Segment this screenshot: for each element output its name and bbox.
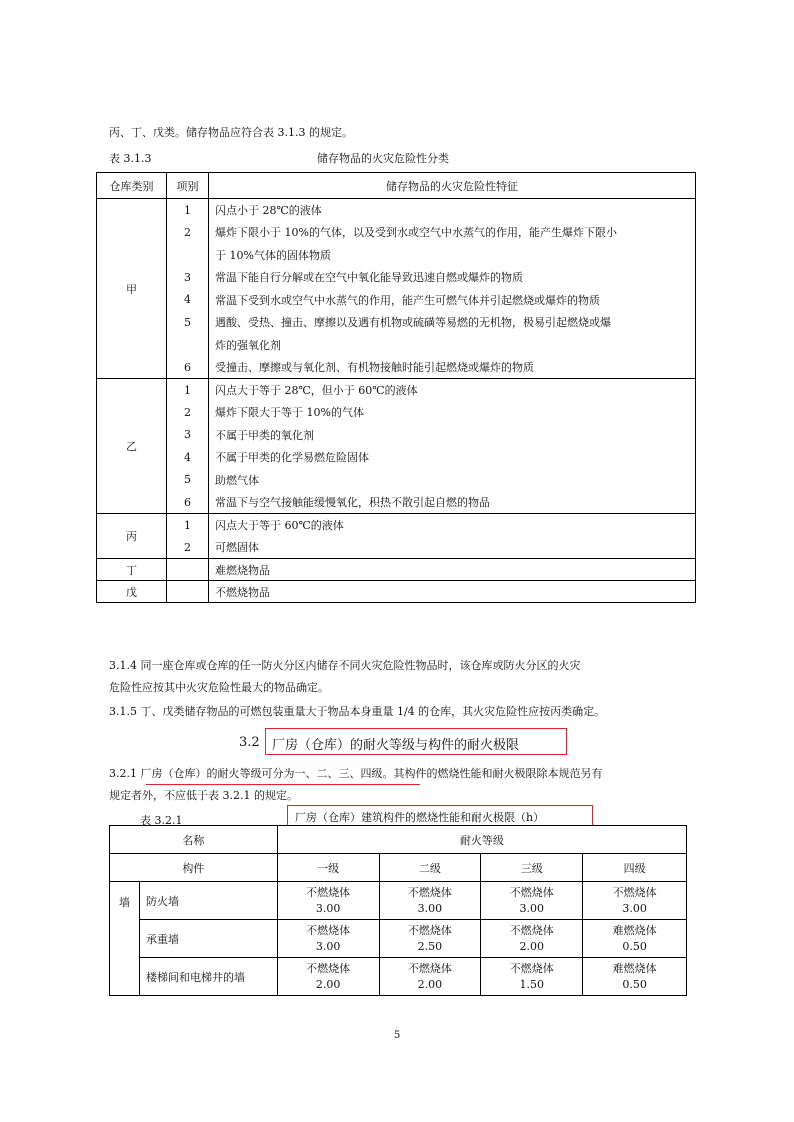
combustibility-text: 不燃烧体 bbox=[509, 961, 554, 975]
table-row bbox=[97, 221, 696, 244]
rating-cell bbox=[277, 920, 379, 958]
fire-resistance-hours: 2.00 bbox=[417, 977, 443, 991]
feature-cell: 炸的强氧化剂 bbox=[209, 334, 696, 357]
combustibility-text: 难燃烧体 bbox=[612, 961, 657, 975]
combustibility-text: 不燃烧体 bbox=[306, 961, 351, 975]
grade-2: 二级 bbox=[379, 854, 481, 882]
rating-cell bbox=[379, 882, 481, 920]
header-fire-grade: 耐火等级 bbox=[277, 826, 686, 854]
intro-line: 丙、丁、戊类。储存物品应符合表 3.1.3 的规定。 bbox=[109, 126, 353, 139]
table-row bbox=[97, 446, 696, 469]
item-cell bbox=[167, 244, 209, 267]
header-category: 仓库类别 bbox=[97, 173, 167, 199]
table-row bbox=[97, 514, 696, 537]
rating-cell bbox=[277, 958, 379, 996]
combustibility-text: 不燃烧体 bbox=[306, 923, 351, 937]
item-cell: 6 bbox=[167, 491, 209, 514]
category-cell: 戊 bbox=[97, 581, 167, 603]
feature-cell: 常温下能自行分解或在空气中氧化能导致迅速自燃或爆炸的物质 bbox=[209, 266, 696, 289]
table-row bbox=[97, 581, 696, 603]
component-name-cell: 防火墙 bbox=[139, 882, 277, 920]
rating-cell bbox=[481, 958, 583, 996]
fire-resistance-hours: 3.00 bbox=[519, 901, 544, 915]
table-row bbox=[110, 920, 687, 958]
category-cell: 甲 bbox=[97, 199, 167, 379]
item-cell: 2 bbox=[167, 536, 209, 559]
header-name: 名称 bbox=[110, 826, 278, 854]
rating-cell bbox=[481, 920, 583, 958]
fire-resistance-hours: 1.50 bbox=[519, 977, 544, 991]
section-number: 3.2 bbox=[239, 735, 260, 750]
grade-4: 四级 bbox=[583, 854, 687, 882]
item-cell: 1 bbox=[167, 199, 209, 222]
feature-cell: 闪点大于等于 60℃的液体 bbox=[209, 514, 696, 537]
fire-resistance-hours: 0.50 bbox=[622, 939, 647, 953]
combustibility-text: 不燃烧体 bbox=[407, 885, 452, 899]
rating-cell bbox=[379, 920, 481, 958]
table-row bbox=[97, 491, 696, 514]
combustibility-text: 不燃烧体 bbox=[509, 923, 554, 937]
fire-resistance-hours: 0.50 bbox=[622, 977, 647, 991]
table-row bbox=[97, 244, 696, 267]
category-cell: 丁 bbox=[97, 559, 167, 581]
item-cell: 4 bbox=[167, 289, 209, 312]
para-3-1-4-line2: 危险性应按其中火灾危险性最大的物品确定。 bbox=[109, 681, 329, 694]
table-row bbox=[97, 379, 696, 402]
table-row bbox=[97, 266, 696, 289]
para-3-2-1-highlight: 厂房（仓库）的耐火等级可分为一、二、三、四级。 bbox=[140, 767, 394, 780]
item-cell bbox=[167, 334, 209, 357]
item-cell: 4 bbox=[167, 446, 209, 469]
table-3-2-1-label: 表 3.2.1 bbox=[140, 814, 183, 827]
category-cell: 丙 bbox=[97, 514, 167, 559]
feature-cell: 闪点大于等于 28℃，但小于 60℃的液体 bbox=[209, 379, 696, 402]
combustibility-text: 难燃烧体 bbox=[612, 923, 657, 937]
rating-cell bbox=[277, 882, 379, 920]
table-3-2-1 bbox=[109, 825, 687, 996]
feature-cell: 闪点小于 28℃的液体 bbox=[209, 199, 696, 222]
feature-cell: 不燃烧物品 bbox=[209, 581, 696, 603]
feature-cell: 不属于甲类的氧化剂 bbox=[209, 424, 696, 447]
feature-cell: 遇酸、受热、撞击、摩擦以及遇有机物或硫磺等易燃的无机物，极易引起燃烧或爆 bbox=[209, 311, 696, 334]
fire-resistance-hours: 2.00 bbox=[315, 977, 341, 991]
para-3-2-1-number: 3.2.1 bbox=[109, 767, 137, 780]
fire-resistance-hours: 2.50 bbox=[417, 939, 443, 953]
rating-cell bbox=[583, 920, 687, 958]
table-row bbox=[97, 559, 696, 581]
feature-cell: 爆炸下限大于等于 10%的气体 bbox=[209, 401, 696, 424]
rating-cell bbox=[481, 882, 583, 920]
table-row bbox=[97, 469, 696, 492]
item-cell bbox=[167, 581, 209, 603]
header-item: 项别 bbox=[167, 173, 209, 199]
table-3-1-3 bbox=[96, 172, 696, 603]
table-row bbox=[97, 199, 696, 222]
fire-resistance-hours: 3.00 bbox=[315, 939, 341, 953]
fire-resistance-hours: 3.00 bbox=[315, 901, 341, 915]
item-cell: 2 bbox=[167, 221, 209, 244]
table-3-2-1-title: 厂房（仓库）建筑构件的燃烧性能和耐火极限（h） bbox=[295, 811, 545, 824]
combustibility-text: 不燃烧体 bbox=[407, 961, 452, 975]
item-cell: 5 bbox=[167, 469, 209, 492]
item-cell: 5 bbox=[167, 311, 209, 334]
rating-cell bbox=[379, 958, 481, 996]
para-3-1-4-line1: 3.1.4 同一座仓库或仓库的任一防火分区内储存不同火灾危险性物品时，该仓库或防火分区的火灾 bbox=[109, 659, 581, 672]
item-cell: 1 bbox=[167, 379, 209, 402]
item-cell bbox=[167, 559, 209, 581]
table-row bbox=[97, 334, 696, 357]
item-cell: 6 bbox=[167, 356, 209, 379]
feature-cell: 难燃烧物品 bbox=[209, 559, 696, 581]
header-feature: 储存物品的火灾危险性特征 bbox=[209, 173, 696, 199]
item-cell: 3 bbox=[167, 424, 209, 447]
item-cell: 3 bbox=[167, 266, 209, 289]
grade-1: 一级 bbox=[277, 854, 379, 882]
feature-cell: 受撞击、摩擦或与氧化剂、有机物接触时能引起燃烧或爆炸的物质 bbox=[209, 356, 696, 379]
combustibility-text: 不燃烧体 bbox=[509, 885, 554, 899]
feature-cell: 常温下受到水或空气中水蒸气的作用，能产生可燃气体并引起燃烧或爆炸的物质 bbox=[209, 289, 696, 312]
feature-cell: 可燃固体 bbox=[209, 536, 696, 559]
combustibility-text: 不燃烧体 bbox=[612, 885, 657, 899]
component-name-cell: 楼梯间和电梯井的墙 bbox=[139, 958, 277, 996]
table-row bbox=[110, 882, 687, 920]
category-cell: 乙 bbox=[97, 379, 167, 514]
combustibility-text: 不燃烧体 bbox=[407, 923, 452, 937]
table-3-1-3-label: 表 3.1.3 bbox=[109, 152, 152, 165]
feature-cell: 不属于甲类的化学易燃危险固体 bbox=[209, 446, 696, 469]
table-row bbox=[97, 401, 696, 424]
combustibility-text: 不燃烧体 bbox=[306, 885, 351, 899]
table-row bbox=[97, 356, 696, 379]
table-row bbox=[97, 311, 696, 334]
highlight-underline bbox=[146, 784, 420, 785]
fire-resistance-hours: 3.00 bbox=[417, 901, 443, 915]
group-cell-wall: 墙 bbox=[110, 882, 140, 996]
section-title: 厂房（仓库）的耐火等级与构件的耐火极限 bbox=[272, 738, 520, 753]
fire-resistance-hours: 3.00 bbox=[622, 901, 647, 915]
feature-cell: 常温下与空气接触能缓慢氧化，积热不散引起自燃的物品 bbox=[209, 491, 696, 514]
table-3-1-3-title: 储存物品的火灾危险性分类 bbox=[317, 152, 449, 165]
grade-3: 三级 bbox=[481, 854, 583, 882]
feature-cell: 于 10%气体的固体物质 bbox=[209, 244, 696, 267]
fire-resistance-hours: 2.00 bbox=[519, 939, 544, 953]
rating-cell bbox=[583, 882, 687, 920]
para-3-2-1-rest: 其构件的燃烧性能和耐火极限除本规范另有 bbox=[393, 767, 603, 780]
para-3-1-5: 3.1.5 丁、戊类储存物品的可燃包装重量大于物品本身重量 1/4 的仓库，其火灾危险性应按丙类确定。 bbox=[109, 705, 606, 718]
table-row bbox=[97, 424, 696, 447]
rating-cell bbox=[583, 958, 687, 996]
feature-cell: 爆炸下限小于 10%的气体，以及受到水或空气中水蒸气的作用，能产生爆炸下限小 bbox=[209, 221, 696, 244]
header-component: 构件 bbox=[110, 854, 278, 882]
page-number: 5 bbox=[393, 1030, 401, 1041]
table-row bbox=[110, 958, 687, 996]
component-name-cell: 承重墙 bbox=[139, 920, 277, 958]
para-3-2-1-line1 bbox=[109, 767, 603, 781]
para-3-2-1-line2: 规定者外，不应低于表 3.2.1 的规定。 bbox=[109, 789, 298, 802]
item-cell: 1 bbox=[167, 514, 209, 537]
item-cell: 2 bbox=[167, 401, 209, 424]
table-row bbox=[97, 289, 696, 312]
feature-cell: 助燃气体 bbox=[209, 469, 696, 492]
table-row bbox=[97, 536, 696, 559]
